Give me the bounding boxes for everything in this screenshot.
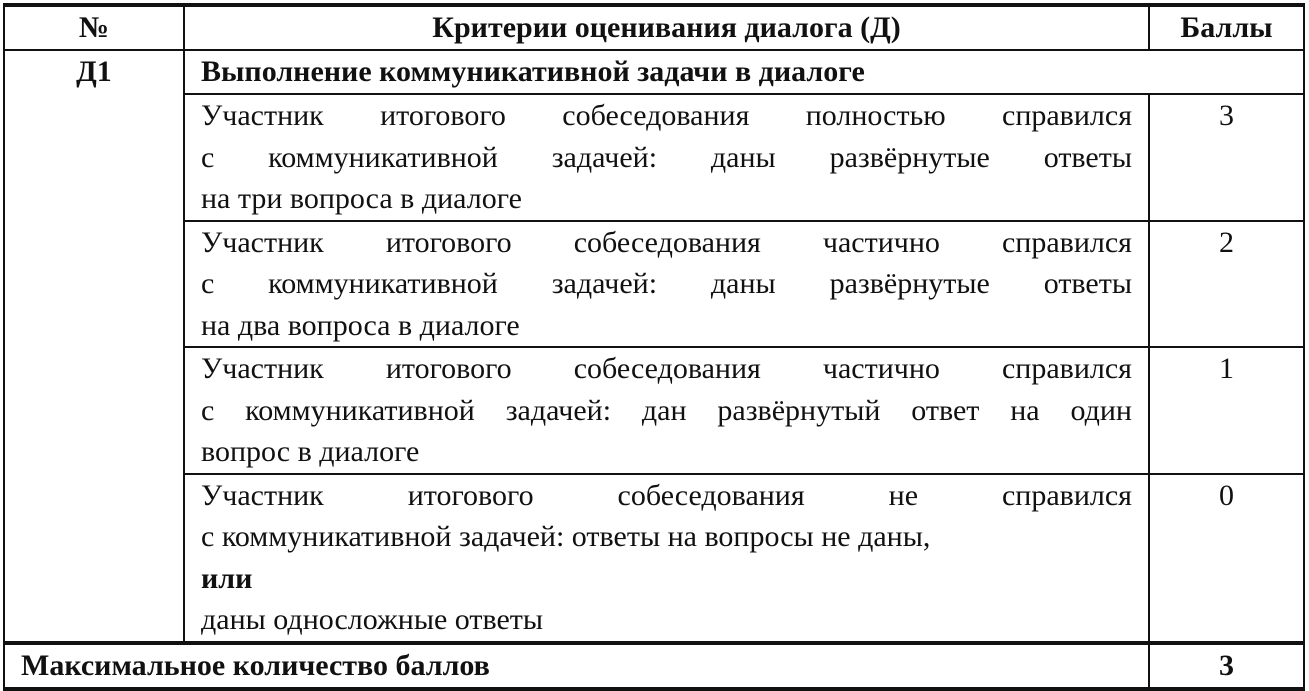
criterion-line: или <box>201 561 253 595</box>
header-num: № <box>4 5 184 50</box>
criterion-score: 3 <box>1149 94 1304 221</box>
criterion-text <box>184 474 1149 643</box>
criterion-line: вопрос в диалоге <box>201 435 420 468</box>
header-criteria: Критерии оценивания диалога (Д) <box>184 5 1149 50</box>
footer-row <box>4 643 1304 689</box>
table-row <box>4 221 1304 348</box>
criterion-text <box>184 347 1149 474</box>
criterion-line: Участник итогового собеседования не справился <box>201 478 1132 512</box>
header-points: Баллы <box>1149 5 1304 50</box>
criterion-line: на три вопроса в диалоге <box>201 182 522 215</box>
criterion-line: с коммуникативной задачей: даны развёрнутые ответы <box>201 140 1132 174</box>
table-row <box>4 347 1304 474</box>
criterion-line: на два вопроса в диалоге <box>201 308 520 342</box>
criterion-line: с коммуникативной задачей: даны развёрнутые ответы <box>201 267 1132 300</box>
section-code: Д1 <box>4 50 184 643</box>
max-score-value: 3 <box>1149 643 1304 689</box>
section-row <box>4 50 1304 94</box>
criterion-line: Участник итогового собеседования частично справился <box>201 225 1132 259</box>
criterion-score: 0 <box>1149 474 1304 643</box>
max-score-label: Максимальное количество баллов <box>4 643 1149 689</box>
criterion-line: с коммуникативной задачей: ответы на вопросы не даны, <box>201 520 931 553</box>
criterion-line: Участник итогового собеседования частично справился <box>201 352 1132 385</box>
criterion-score: 1 <box>1149 347 1304 474</box>
criteria-table <box>3 3 1305 691</box>
section-title: Выполнение коммуникативной задачи в диалоге <box>184 50 1304 94</box>
criterion-score: 2 <box>1149 221 1304 348</box>
criterion-line: Участник итогового собеседования полностью справился <box>201 99 1132 132</box>
table-header-row <box>4 5 1304 50</box>
table-row <box>4 474 1304 643</box>
criterion-line: даны односложные ответы <box>201 603 544 636</box>
criterion-text <box>184 221 1149 348</box>
criterion-text <box>184 94 1149 221</box>
criterion-line: с коммуникативной задачей: дан развёрнутый ответ на один <box>201 393 1132 427</box>
table-row <box>4 94 1304 221</box>
